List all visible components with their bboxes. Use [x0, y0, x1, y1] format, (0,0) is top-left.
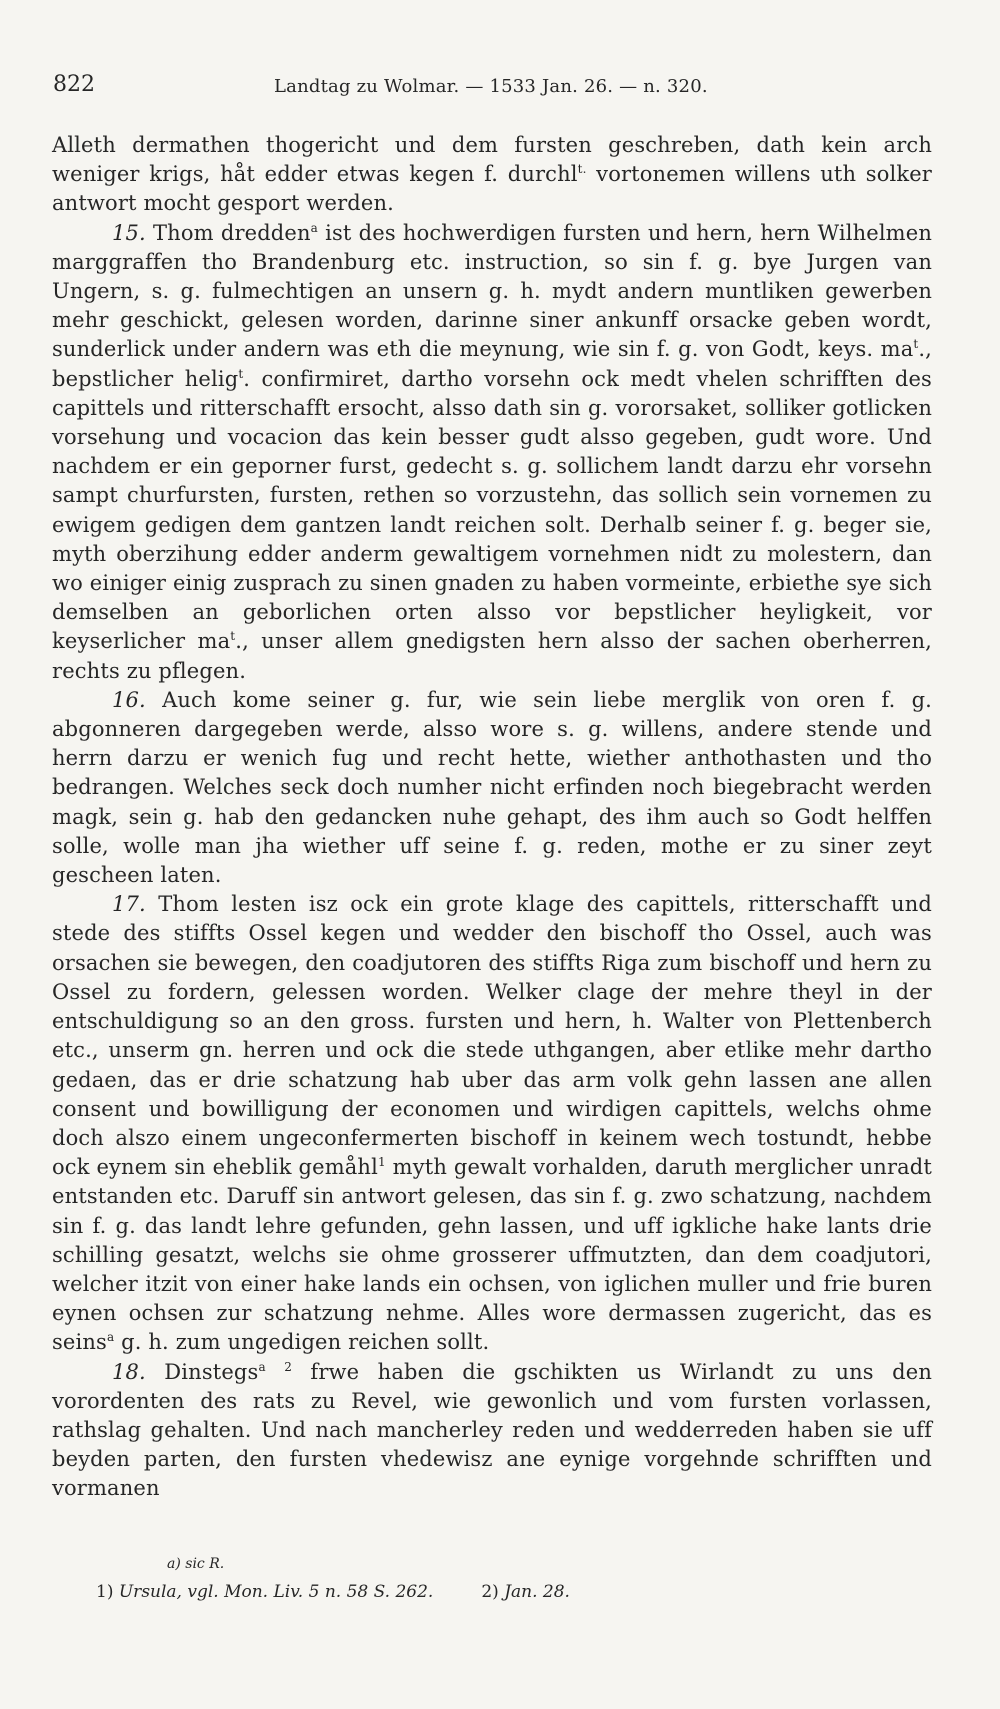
- paragraph-intro: Alleth dermathen thogericht und dem fursten geschreben, dath kein arch weniger krigs, håt edder etwas kegen f. durchl$^{t.}$ vortonemen willens uth solker antwort mocht gesport werden.: [52, 133, 932, 216]
- footnote-ref: 2: [284, 1359, 292, 1374]
- section-number: 18.: [112, 1359, 146, 1384]
- footnote-1: 1) Ursula, vgl. Mon. Liv. 5 n. 58 S. 262.: [96, 1582, 434, 1602]
- section-number: 16.: [112, 687, 146, 712]
- paragraph-17: 17. Thom lesten isz ock ein grote klage des capittels, ritterschafft und stede des stiffts Ossel kegen und wedder den bischoff tho Ossel, auch was orsachen sie bewegen, den coadjutoren des stiffts Riga zum bischoff und hern zu Ossel zu fordern, gelessen worden. Welker clage der mehre theyl in der entschuldigung so an den gross. fursten und hern, h. Walter von Plettenberch etc., unserm gn. herren und ock die stede uthgangen, aber etlike mehr dartho gedaen, das er drie schatzung hab uber das arm volk gehn lassen ane allen consent und bowilligung der economen und wirdigen capittels, welchs ohme doch alszo einem ungeconfermerten bischoff in keinem wech tostundt, hebbe ock eynem sin eheblik gemåhl$^1$ myth gewalt vorhalden, daruth merglicher unradt entstanden etc. Daruff sin antwort gelesen, das sin f. g. zwo schatzung, nachdem sin f. g. das landt lehre gefunden, gehn lassen, und uff igkliche hake lants drie schilling gesatzt, welchs sie ohme grosserer uffmutzten, dan dem coadjutori, welcher itzit von einer hake lands ein ochsen, von iglichen muller und frie buren eynen ochsen zur schatzung nehme. Alles wore dermassen zugericht, das es seins$^a$ g. h. zum ungedigen reichen sollt.: [52, 892, 932, 1355]
- footnote-2: 2) Jan. 28.: [481, 1582, 570, 1602]
- page-number: 822: [53, 72, 95, 97]
- section-number: 15.: [112, 220, 146, 245]
- footnote-a: a) sic R.: [167, 1556, 225, 1572]
- footnote-ref: 1: [377, 1155, 386, 1170]
- paragraph-16: 16. Auch kome seiner g. fur, wie sein liebe merglik von oren f. g. abgonneren dargegeben werde, alsso wore s. g. willens, andere stende und herrn darzu er wenich fug und recht hette, wiether anthothasten und tho bedrangen. Welches seck doch numher nicht erfinden noch biegebracht werden magk, sein g. hab den gedancken nuhe gehapt, des ihm auch so Godt helffen solle, wolle man jha wiether uff seine f. g. reden, mothe er zu siner zeyt gescheen laten.: [52, 687, 933, 888]
- running-title: Landtag zu Wolmar. — 1533 Jan. 26. — n. 320.: [274, 76, 708, 97]
- page-header: [53, 72, 933, 112]
- paragraph-18: 18. Dinstegs$^a$ $^2$ frwe haben die gschikten us Wirlandt zu uns den vorordenten des rats zu Revel, wie gewonlich und vom fursten vorlassen, rathslag gehalten. Und nach mancherley reden und wedderreden haben sie uff beyden parten, den fursten vhedewisz ane eynige vorgehnde schrifften und vormanen: [52, 1359, 933, 1501]
- body-text: [52, 131, 932, 1504]
- section-number: 17.: [112, 892, 146, 917]
- footnote-row: [96, 1582, 896, 1602]
- footnotes: [96, 1556, 896, 1602]
- paragraph-15: 15. Thom dredden$^a$ ist des hochwerdigen fursten und hern, hern Wilhelmen marggraffen tho Brandenburg etc. instruction, so sin f. g. bye Jurgen van Ungern, s. g. fulmechtigen an unsern g. h. mydt andern muntliken gewerben mehr geschickt, gelesen worden, darinne siner ankunff orsacke geben wordt, sunderlick under andern was eth die meynung, wie sin f. g. von Godt, keys. $ma^t$., bepstlicher helig$^t$. confirmiret, dartho vorsehn ock medt vhelen schrifften des capittels und ritterschafft ersocht, alsso dath sin g. vororsaket, solliker gotlicken vorsehung und vocacion das kein besser gudt alsso gegeben, gudt wore. Und nachdem er ein geporner furst, gedecht s. g. sollichem landt darzu ehr vorsehn sampt churfursten, fursten, rethen so vorzustehn, das sollich sein vornemen zu ewigem gedigen dem gantzen landt reichen solt. Derhalb seiner f. g. beger sie, myth oberzihung edder anderm gewaltigem vornehmen nidt zu molestern, dan wo einiger einig zusprach zu sinen gnaden zu haben vormeinte, erbiethe sye sich demselben an geborlichen orten alsso vor bepstlicher heyligkeit, vor keyserlicher $ma^t$., unser allem gnedigsten hern alsso der sachen oberherren, rechts zu pflegen.: [52, 220, 933, 683]
